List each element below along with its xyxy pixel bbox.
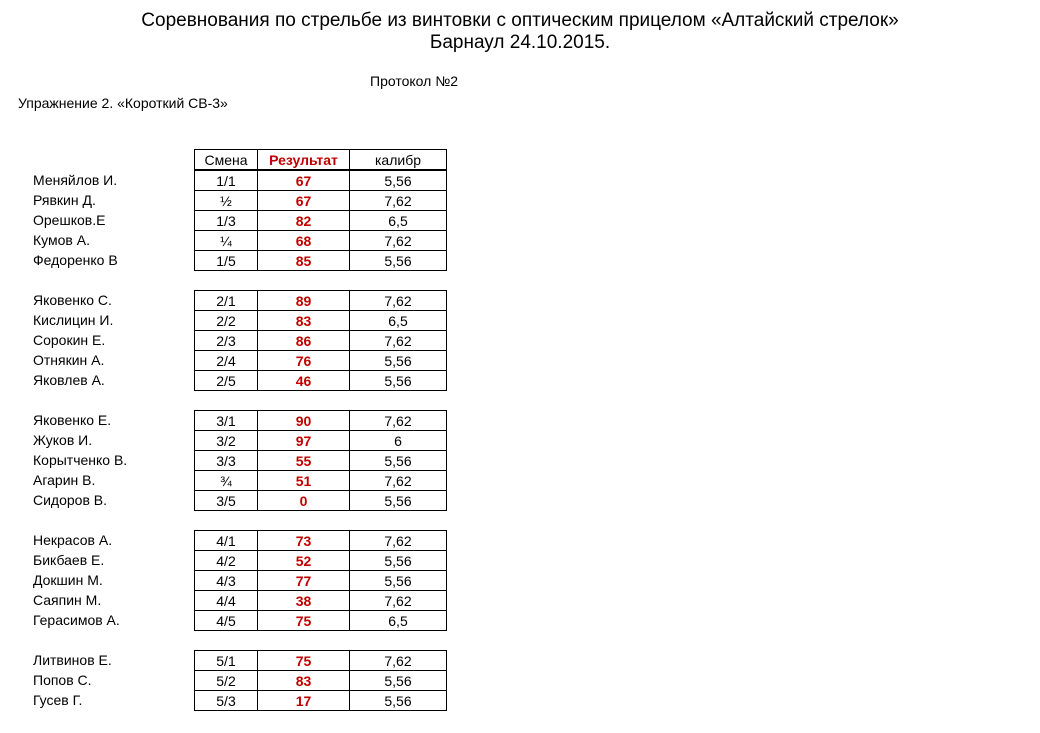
- caliber-cell: 5,56: [350, 451, 447, 471]
- exercise-name: Упражнение 2. «Короткий СВ-3»: [18, 95, 228, 111]
- shooter-name: Агарин В.: [33, 472, 96, 488]
- shooter-name: Жуков И.: [33, 432, 93, 448]
- result-cell: 38: [258, 591, 350, 611]
- shift-cell: 4/4: [195, 591, 258, 611]
- shift-cell: 3/2: [195, 431, 258, 451]
- shift-cell: 2/2: [195, 311, 258, 331]
- table-row: [195, 371, 447, 391]
- shift-cell: ½: [195, 191, 258, 211]
- shooter-name: Кислицин И.: [33, 312, 114, 328]
- shift-cell: 5/1: [195, 651, 258, 671]
- result-cell: 68: [258, 231, 350, 251]
- caliber-cell: 7,62: [350, 231, 447, 251]
- table-row: [195, 651, 447, 671]
- table-row: [195, 611, 447, 631]
- caliber-cell: 7,62: [350, 191, 447, 211]
- result-cell: 77: [258, 571, 350, 591]
- shift-cell: 4/1: [195, 531, 258, 551]
- results-table-group: [194, 290, 447, 391]
- result-cell: 86: [258, 331, 350, 351]
- result-cell: 82: [258, 211, 350, 231]
- shift-cell: 3/5: [195, 491, 258, 511]
- table-row: [195, 191, 447, 211]
- result-cell: 76: [258, 351, 350, 371]
- caliber-cell: 7,62: [350, 591, 447, 611]
- title-clip: [0, 0, 899, 60]
- title-line-1: Соревнования по стрельбе из винтовки с оптическим прицелом «Алтайский стрелок»: [141, 10, 899, 31]
- caliber-cell: 5,56: [350, 371, 447, 391]
- caliber-cell: 7,62: [350, 331, 447, 351]
- table-row: [195, 331, 447, 351]
- shift-cell: 1/5: [195, 251, 258, 271]
- title-line-2: Барнаул 24.10.2015.: [429, 32, 611, 53]
- shift-cell: 1/1: [195, 171, 258, 191]
- result-cell: 90: [258, 411, 350, 431]
- table-row: [195, 411, 447, 431]
- results-table-group: [194, 530, 447, 631]
- shooter-names-group: [33, 170, 118, 270]
- shooter-name: Бикбаев Е.: [33, 552, 105, 568]
- header-row: [195, 150, 447, 170]
- result-cell: 51: [258, 471, 350, 491]
- shooter-name: Рявкин Д.: [33, 192, 96, 208]
- shift-cell: 3/3: [195, 451, 258, 471]
- caliber-cell: 5,56: [350, 351, 447, 371]
- caliber-cell: 6,5: [350, 611, 447, 631]
- shooter-names-group: [33, 650, 112, 710]
- shift-cell: 2/5: [195, 371, 258, 391]
- table-row: [195, 171, 447, 191]
- table-row: [195, 451, 447, 471]
- shooter-name: Кумов А.: [33, 232, 90, 248]
- table-row: [195, 591, 447, 611]
- caliber-cell: 6,5: [350, 211, 447, 231]
- shooter-name: Герасимов А.: [33, 612, 120, 628]
- table-row: [195, 671, 447, 691]
- table-row: [195, 531, 447, 551]
- shift-cell: 5/3: [195, 691, 258, 711]
- protocol-number: Протокол №2: [370, 73, 458, 89]
- result-cell: 67: [258, 191, 350, 211]
- caliber-cell: 7,62: [350, 411, 447, 431]
- shooter-name: Яковенко С.: [33, 292, 112, 308]
- caliber-cell: 7,62: [350, 291, 447, 311]
- table-row: [195, 351, 447, 371]
- shooter-name: Саяпин М.: [33, 592, 102, 608]
- shooter-name: Гусев Г.: [33, 692, 83, 708]
- caliber-cell: 5,56: [350, 691, 447, 711]
- result-cell: 0: [258, 491, 350, 511]
- shift-cell: 4/2: [195, 551, 258, 571]
- shift-cell: 3/1: [195, 411, 258, 431]
- caliber-cell: 5,56: [350, 571, 447, 591]
- results-table-group: [194, 170, 447, 271]
- results-header: [194, 149, 447, 170]
- caliber-cell: 5,56: [350, 491, 447, 511]
- caliber-cell: 5,56: [350, 671, 447, 691]
- result-cell: 85: [258, 251, 350, 271]
- shooter-name: Корытченко В.: [33, 452, 128, 468]
- shooter-names-group: [33, 530, 120, 630]
- shooter-name: Литвинов Е.: [33, 652, 112, 668]
- result-cell: 55: [258, 451, 350, 471]
- shooter-name: Орешков.Е: [33, 212, 106, 228]
- caliber-cell: 7,62: [350, 471, 447, 491]
- shooter-name: Отнякин А.: [33, 352, 105, 368]
- caliber-cell: 7,62: [350, 651, 447, 671]
- caliber-cell: 5,56: [350, 171, 447, 191]
- shooter-name: Некрасов А.: [33, 532, 113, 548]
- shooter-name: Попов С.: [33, 672, 92, 688]
- shooter-name: Сорокин Е.: [33, 332, 106, 348]
- shift-cell: 2/1: [195, 291, 258, 311]
- result-cell: 52: [258, 551, 350, 571]
- result-cell: 73: [258, 531, 350, 551]
- table-row: [195, 291, 447, 311]
- shooter-name: Сидоров В.: [33, 492, 108, 508]
- shift-cell: 1/3: [195, 211, 258, 231]
- result-cell: 89: [258, 291, 350, 311]
- shift-cell: 2/3: [195, 331, 258, 351]
- result-cell: 83: [258, 671, 350, 691]
- shift-cell: 4/3: [195, 571, 258, 591]
- results-table-group: [194, 410, 447, 511]
- result-cell: 97: [258, 431, 350, 451]
- result-cell: 46: [258, 371, 350, 391]
- table-row: [195, 571, 447, 591]
- result-cell: 17: [258, 691, 350, 711]
- shooter-name: Яковенко Е.: [33, 412, 112, 428]
- caliber-cell: 7,62: [350, 531, 447, 551]
- shooter-name: Докшин М.: [33, 572, 103, 588]
- table-row: [195, 251, 447, 271]
- table-row: [195, 551, 447, 571]
- shooter-name: Меняйлов И.: [33, 172, 118, 188]
- result-cell: 75: [258, 611, 350, 631]
- result-cell: 75: [258, 651, 350, 671]
- table-row: [195, 471, 447, 491]
- shift-cell: 4/5: [195, 611, 258, 631]
- document-title: [0, 10, 1040, 54]
- column-header: калибр: [350, 150, 447, 170]
- shift-cell: 2/4: [195, 351, 258, 371]
- table-row: [195, 311, 447, 331]
- shooter-name: Яковлев А.: [33, 372, 105, 388]
- table-row: [195, 491, 447, 511]
- shooter-names-group: [33, 410, 127, 510]
- result-cell: 83: [258, 311, 350, 331]
- shift-cell: ¾: [195, 471, 258, 491]
- result-cell: 67: [258, 171, 350, 191]
- results-table-group: [194, 650, 447, 711]
- shift-cell: 5/2: [195, 671, 258, 691]
- shooter-names-group: [33, 290, 113, 390]
- column-header: Смена: [195, 150, 258, 170]
- caliber-cell: 5,56: [350, 251, 447, 271]
- caliber-cell: 6: [350, 431, 447, 451]
- shooter-name: Федоренко В: [33, 252, 118, 268]
- caliber-cell: 5,56: [350, 551, 447, 571]
- table-row: [195, 211, 447, 231]
- column-header: Результат: [258, 150, 350, 170]
- table-row: [195, 691, 447, 711]
- shift-cell: ¼: [195, 231, 258, 251]
- caliber-cell: 6,5: [350, 311, 447, 331]
- table-row: [195, 231, 447, 251]
- table-row: [195, 431, 447, 451]
